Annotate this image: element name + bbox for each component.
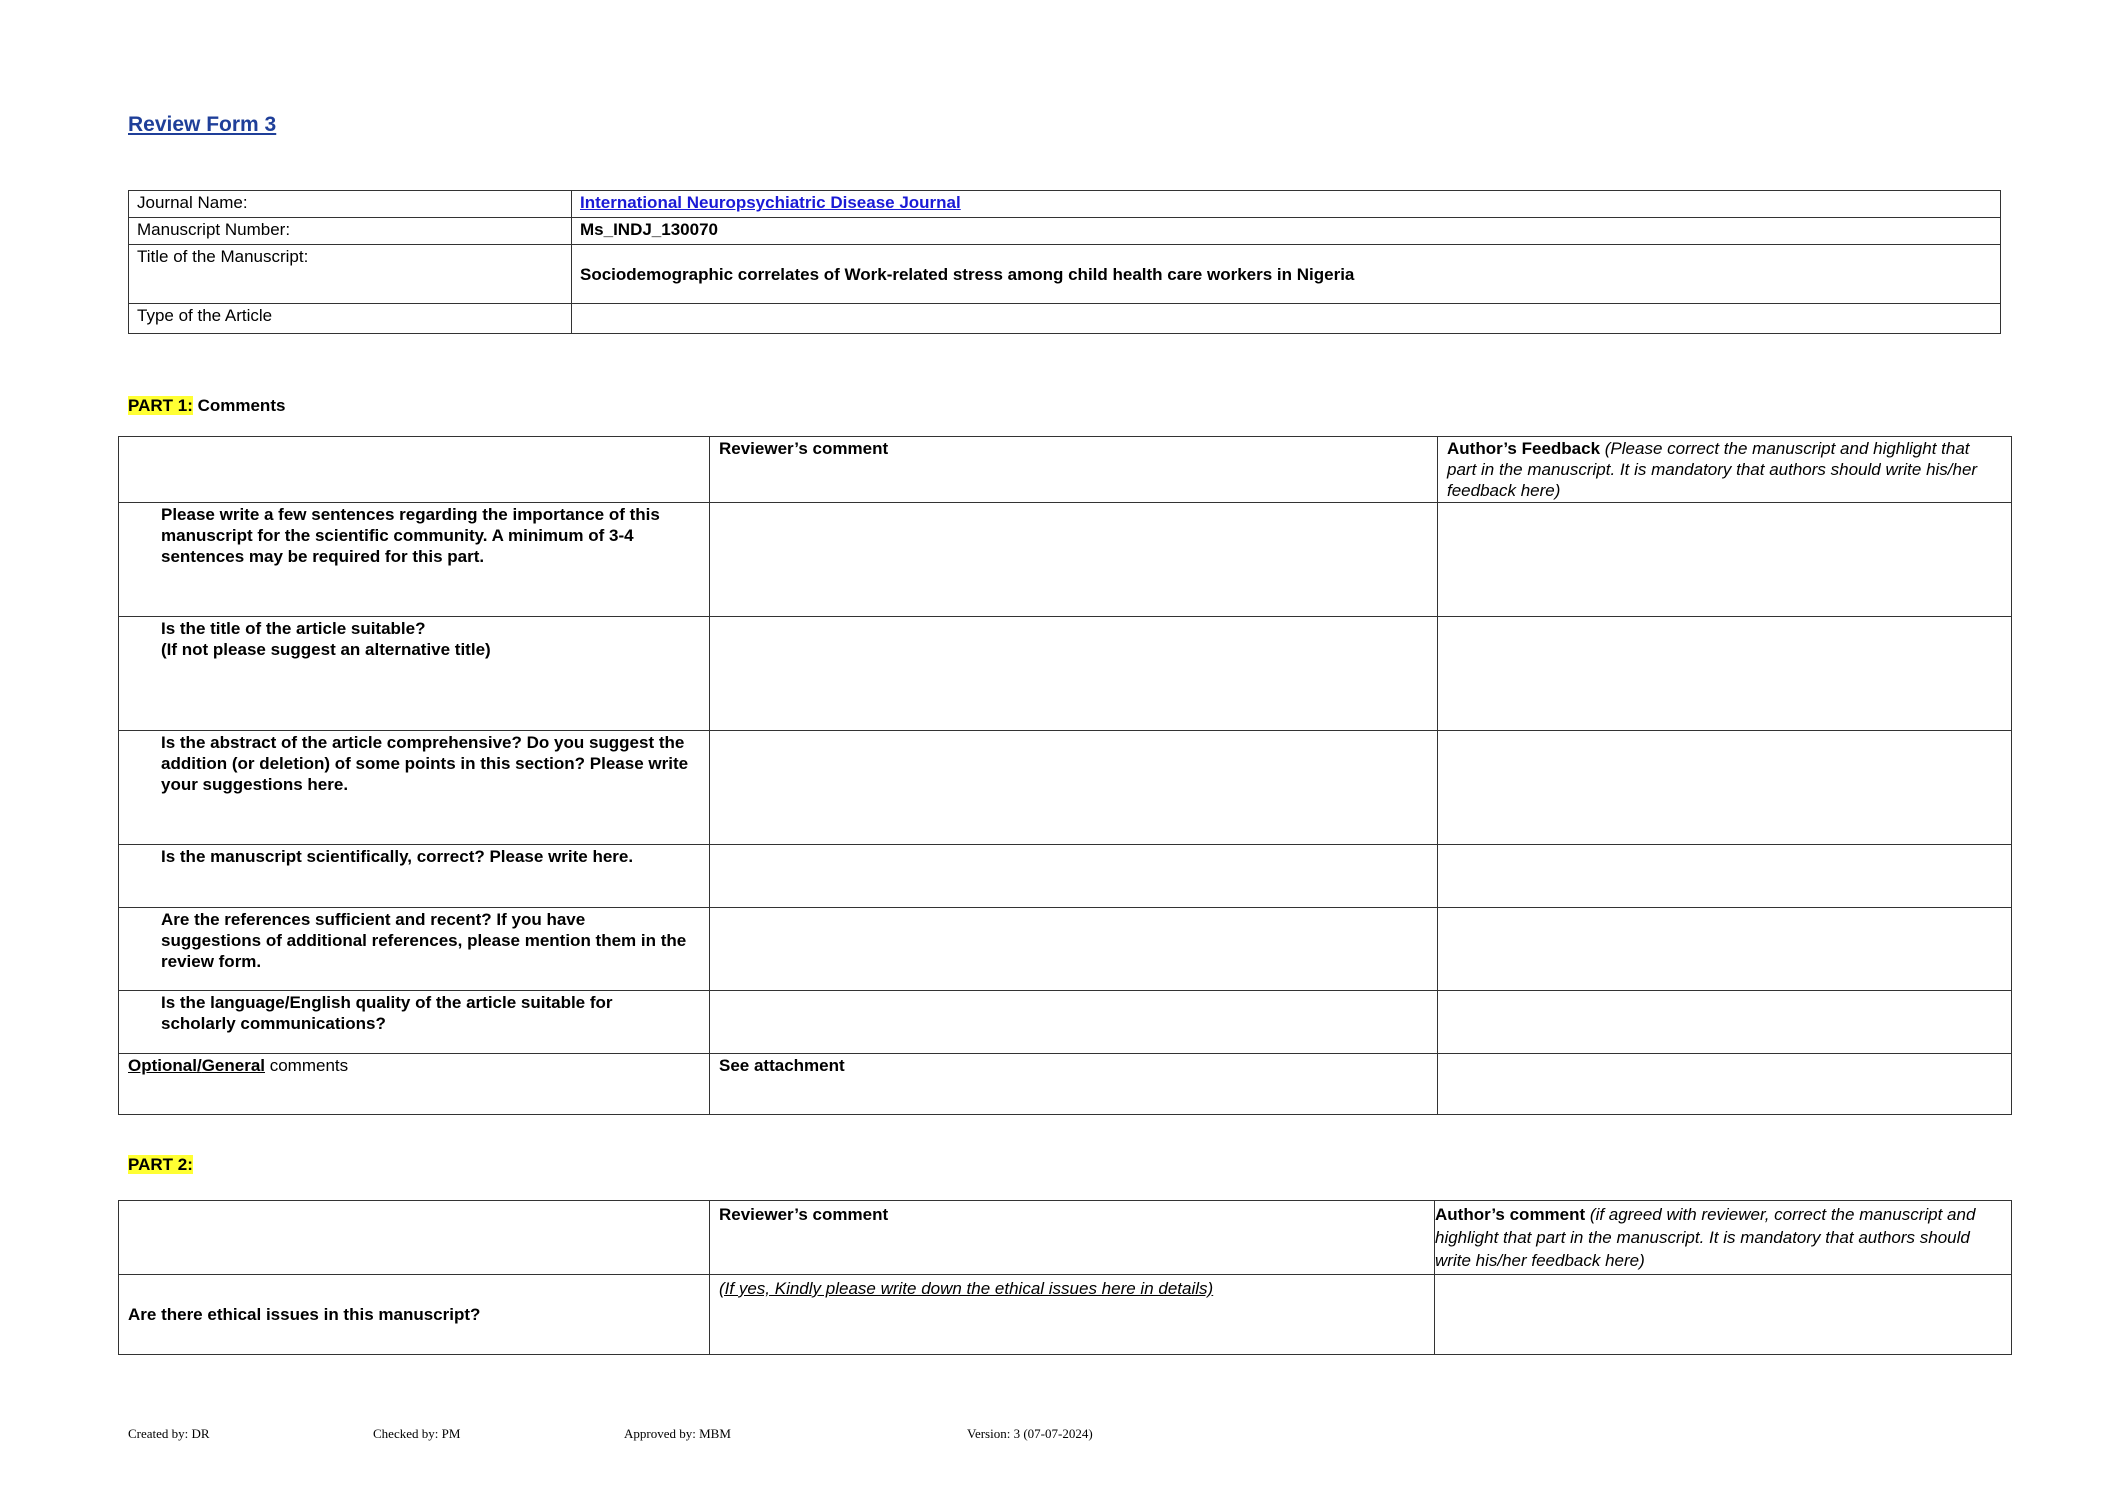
optional-comments-label — [119, 1054, 710, 1115]
part1-label: PART 1: — [128, 396, 193, 415]
question-abstract: Is the abstract of the article comprehensive? Do you suggest the addition (or deletion) of some points in this section? Please write your suggestions here. — [119, 731, 710, 845]
author-feedback-cell[interactable] — [1438, 731, 2012, 845]
manuscript-number-label: Manuscript Number: — [129, 218, 572, 245]
manuscript-number-value: Ms_INDJ_130070 — [572, 218, 2001, 245]
article-type-row — [129, 304, 2001, 334]
optional-label-sep: / — [196, 1056, 202, 1075]
article-type-label: Type of the Article — [129, 304, 572, 334]
reviewer-comment-cell[interactable] — [710, 503, 1438, 617]
author-feedback-cell[interactable] — [1438, 845, 2012, 908]
question-title-line2: (If not please suggest an alternative title) — [161, 640, 491, 659]
reviewer-comment-cell[interactable] — [710, 617, 1438, 731]
part2-author-header-note: (if agreed with reviewer, correct the manuscript and highlight that part in the manuscript. It is mandatory that authors should write his/her feedback here) — [1435, 1205, 1976, 1270]
question-importance: Please write a few sentences regarding the importance of this manuscript for the scientific community. A minimum of 3-4 sentences may be required for this part. — [119, 503, 710, 617]
manuscript-info-table — [128, 190, 2001, 334]
question-ethical: Are there ethical issues in this manuscript? — [119, 1275, 710, 1355]
author-feedback-cell[interactable] — [1438, 503, 2012, 617]
part2-author-header-title: Author’s comment — [1435, 1205, 1586, 1224]
table-row — [119, 845, 2012, 908]
table-row — [119, 503, 2012, 617]
part2-table — [118, 1200, 2012, 1355]
part2-reviewer-header: Reviewer’s comment — [710, 1201, 1435, 1275]
manuscript-title-label: Title of the Manuscript: — [129, 245, 572, 304]
journal-label: Journal Name: — [129, 191, 572, 218]
author-feedback-cell[interactable] — [1438, 991, 2012, 1054]
table-row — [119, 731, 2012, 845]
table-row — [119, 991, 2012, 1054]
question-title-line1: Is the title of the article suitable? — [161, 619, 426, 638]
reviewer-comment-cell[interactable] — [710, 731, 1438, 845]
question-title-suitable — [119, 617, 710, 731]
part1-header-row — [119, 437, 2012, 503]
footer-checked: Checked by: PM — [373, 1426, 461, 1441]
part2-author-header — [1435, 1201, 2012, 1275]
optional-comments-row — [119, 1054, 2012, 1115]
part2-label: PART 2: — [128, 1155, 193, 1174]
part1-subtitle: Comments — [192, 396, 286, 415]
ethical-reviewer-hint[interactable]: (If yes, Kindly please write down the ethical issues here in details) — [710, 1275, 1435, 1355]
journal-row — [129, 191, 2001, 218]
manuscript-title-value: Sociodemographic correlates of Work-related stress among child health care workers in Nigeria — [572, 245, 2001, 304]
form-title: Review Form 3 — [128, 113, 277, 136]
ethical-author-comment[interactable] — [1435, 1275, 2012, 1355]
part2-header-empty — [119, 1201, 710, 1275]
manuscript-number-row — [129, 218, 2001, 245]
part1-author-header-title: Author’s Feedback — [1447, 439, 1601, 458]
reviewer-comment-cell[interactable] — [710, 991, 1438, 1054]
question-references: Are the references sufficient and recent? If you have suggestions of additional references, please mention them in the review form. — [119, 908, 710, 991]
table-row — [119, 908, 2012, 991]
question-language: Is the language/English quality of the article suitable for scholarly communications? — [119, 991, 710, 1054]
journal-value-cell — [572, 191, 2001, 218]
part1-author-header-note: (Please correct the manuscript and highlight that part in the manuscript. It is mandatory that authors should write his/her feedback here) — [1447, 439, 1978, 500]
journal-link[interactable]: International Neuropsychiatric Disease Journal — [580, 193, 961, 212]
reviewer-comment-cell[interactable] — [710, 908, 1438, 991]
footer-created: Created by: DR — [128, 1426, 210, 1441]
author-feedback-cell[interactable] — [1438, 908, 2012, 991]
general-label: General — [201, 1056, 265, 1075]
manuscript-title-row — [129, 245, 2001, 304]
part1-heading — [128, 396, 285, 416]
ethical-row — [119, 1275, 2012, 1355]
optional-reviewer-comment[interactable]: See attachment — [710, 1054, 1438, 1115]
reviewer-comment-cell[interactable] — [710, 845, 1438, 908]
optional-author-feedback[interactable] — [1438, 1054, 2012, 1115]
footer-version: Version: 3 (07-07-2024) — [967, 1426, 1093, 1441]
part1-author-header — [1438, 437, 2012, 503]
author-feedback-cell[interactable] — [1438, 617, 2012, 731]
part1-header-empty — [119, 437, 710, 503]
article-type-value[interactable] — [572, 304, 2001, 334]
question-scientific: Is the manuscript scientifically, correct? Please write here. — [119, 845, 710, 908]
part2-heading — [128, 1155, 193, 1175]
optional-label: Optional — [128, 1056, 197, 1075]
part1-table — [118, 436, 2012, 1115]
part1-reviewer-header: Reviewer’s comment — [710, 437, 1438, 503]
table-row — [119, 617, 2012, 731]
part2-header-row — [119, 1201, 2012, 1275]
footer-approved: Approved by: MBM — [624, 1426, 731, 1441]
comments-label: comments — [265, 1056, 349, 1075]
